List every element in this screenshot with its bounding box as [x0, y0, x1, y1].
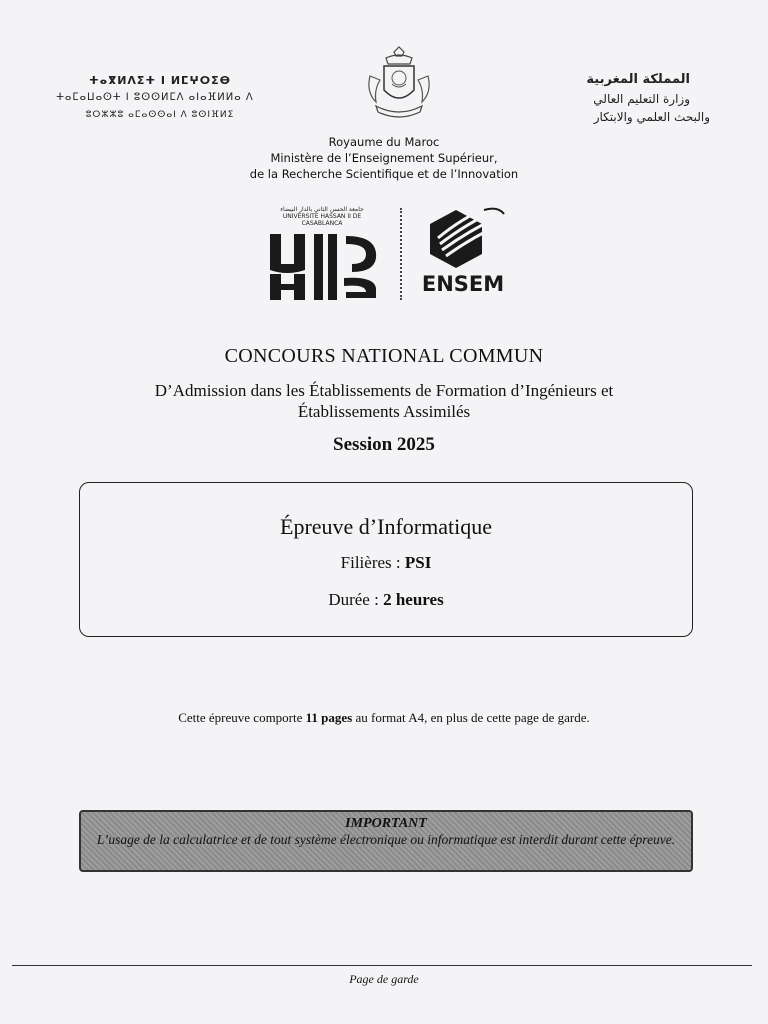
- note-before: Cette épreuve comporte: [178, 710, 306, 725]
- university-hassan-ii-logo-icon: [262, 206, 392, 301]
- concours-title: CONCOURS NATIONAL COMMUN: [224, 345, 544, 367]
- note-after: au format A4, en plus de cette page de garde.: [352, 710, 590, 725]
- session-label: Session 2025: [333, 434, 435, 455]
- university-caption-ar: جامعة الحسن الثاني بالدار البيضاء: [280, 206, 364, 213]
- ministry-line-3: de la Recherche Scientifique et de l’Innovation: [249, 167, 519, 181]
- filieres-label: Filières :: [340, 553, 401, 572]
- filieres-line: [79, 553, 693, 573]
- ensem-label: ENSEM: [421, 272, 505, 296]
- arabic-line-2: وزارة التعليم العالي: [593, 92, 690, 106]
- duree-value: 2 heures: [383, 590, 444, 609]
- university-caption-fr: UNIVERSITE HASSAN II DE CASABLANCA: [282, 213, 362, 227]
- filieres-value: PSI: [404, 553, 432, 572]
- tifinagh-line-3: ⵓⵔⵣⵣⵓ ⴰⵎⴰⵙⵙⴰⵏ ⴷ ⵓⵙⵏⴼⵍⵉ: [85, 110, 235, 120]
- ministry-line-2: Ministère de l’Enseignement Supérieur,: [270, 151, 498, 165]
- subtitle-line-2: Établissements Assimilés: [297, 402, 471, 421]
- tifinagh-line-2: ⵜⴰⵎⴰⵡⴰⵙⵜ ⵏ ⵓⵙⵙⵍⵎⴷ ⴰⵏⴰⴼⵍⵍⴰ ⴷ: [56, 92, 254, 103]
- note-pages: 11 pages: [305, 710, 353, 725]
- royal-emblem-icon: [358, 46, 440, 126]
- important-text: L’usage de la calculatrice et de tout système électronique ou informatique est interdit durant cette épreuve.: [96, 832, 676, 847]
- footer-rule: [12, 965, 752, 966]
- tifinagh-line-1: ⵜⴰⴳⵍⴷⵉⵜ ⵏ ⵍⵎⵖⵔⵉⴱ: [88, 74, 231, 87]
- ministry-header: [200, 134, 568, 182]
- important-title: IMPORTANT: [345, 816, 427, 831]
- admission-subtitle: [100, 380, 668, 422]
- arabic-line-3: والبحث العلمي والابتكار: [593, 110, 710, 124]
- subtitle-line-1: D’Admission dans les Établissements de Formation d’Ingénieurs et: [154, 381, 614, 400]
- duree-line: [79, 590, 693, 610]
- arabic-line-1: المملكة المغربية: [586, 72, 690, 87]
- logo-divider: [400, 208, 402, 300]
- ministry-line-1: Royaume du Maroc: [328, 135, 440, 149]
- page-count-note: [60, 710, 708, 726]
- exam-title: Épreuve d’Informatique: [280, 514, 492, 539]
- duree-label: Durée :: [328, 590, 379, 609]
- ensem-logo-icon: [418, 204, 508, 274]
- footer-page-label: Page de garde: [349, 972, 419, 986]
